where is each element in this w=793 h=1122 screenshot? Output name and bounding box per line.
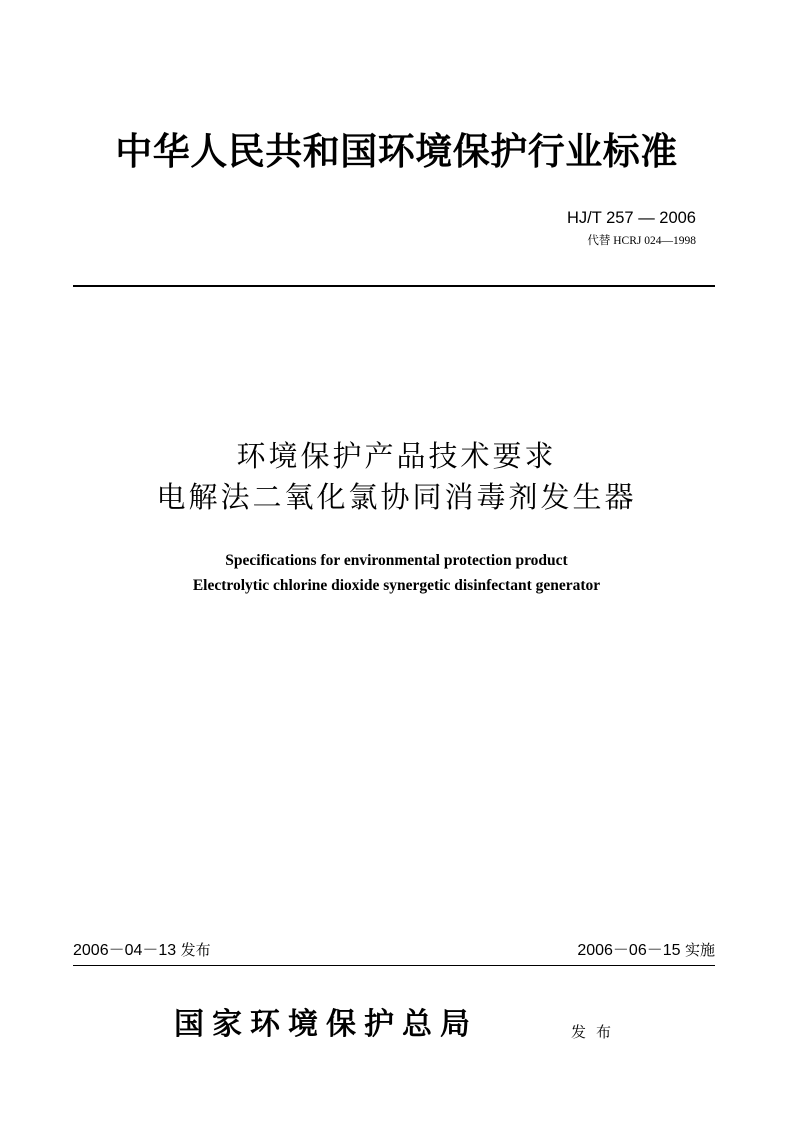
implementation-date-value: 2006－06－15 <box>577 942 681 959</box>
standard-number: HJ/T 257 — 2006 <box>566 209 696 227</box>
document-title-en-line1: Specifications for environmental protection product <box>225 552 568 569</box>
issue-date-value: 2006－04－13 <box>73 942 177 959</box>
issue-date-label: 发布 <box>180 941 211 959</box>
implementation-date <box>577 940 715 961</box>
issue-date <box>73 940 211 961</box>
document-title-cn-line2: 电解法二氧化氯协同消毒剂发生器 <box>156 480 637 514</box>
header-divider <box>73 285 715 287</box>
footer-divider <box>73 965 715 966</box>
publish-label: 发布 <box>571 1023 622 1041</box>
document-title-cn-line1: 环境保护产品技术要求 <box>236 439 557 473</box>
replaces-standard: 代替 HCRJ 024—1998 <box>587 235 696 247</box>
implementation-date-label: 实施 <box>684 941 715 959</box>
publisher-name: 国家环境保护总局 <box>174 1007 478 1042</box>
document-title-en-line2: Electrolytic chlorine dioxide synergetic disinfectant generator <box>192 577 601 594</box>
standard-category-title: 中华人民共和国环境保护行业标准 <box>115 130 678 173</box>
